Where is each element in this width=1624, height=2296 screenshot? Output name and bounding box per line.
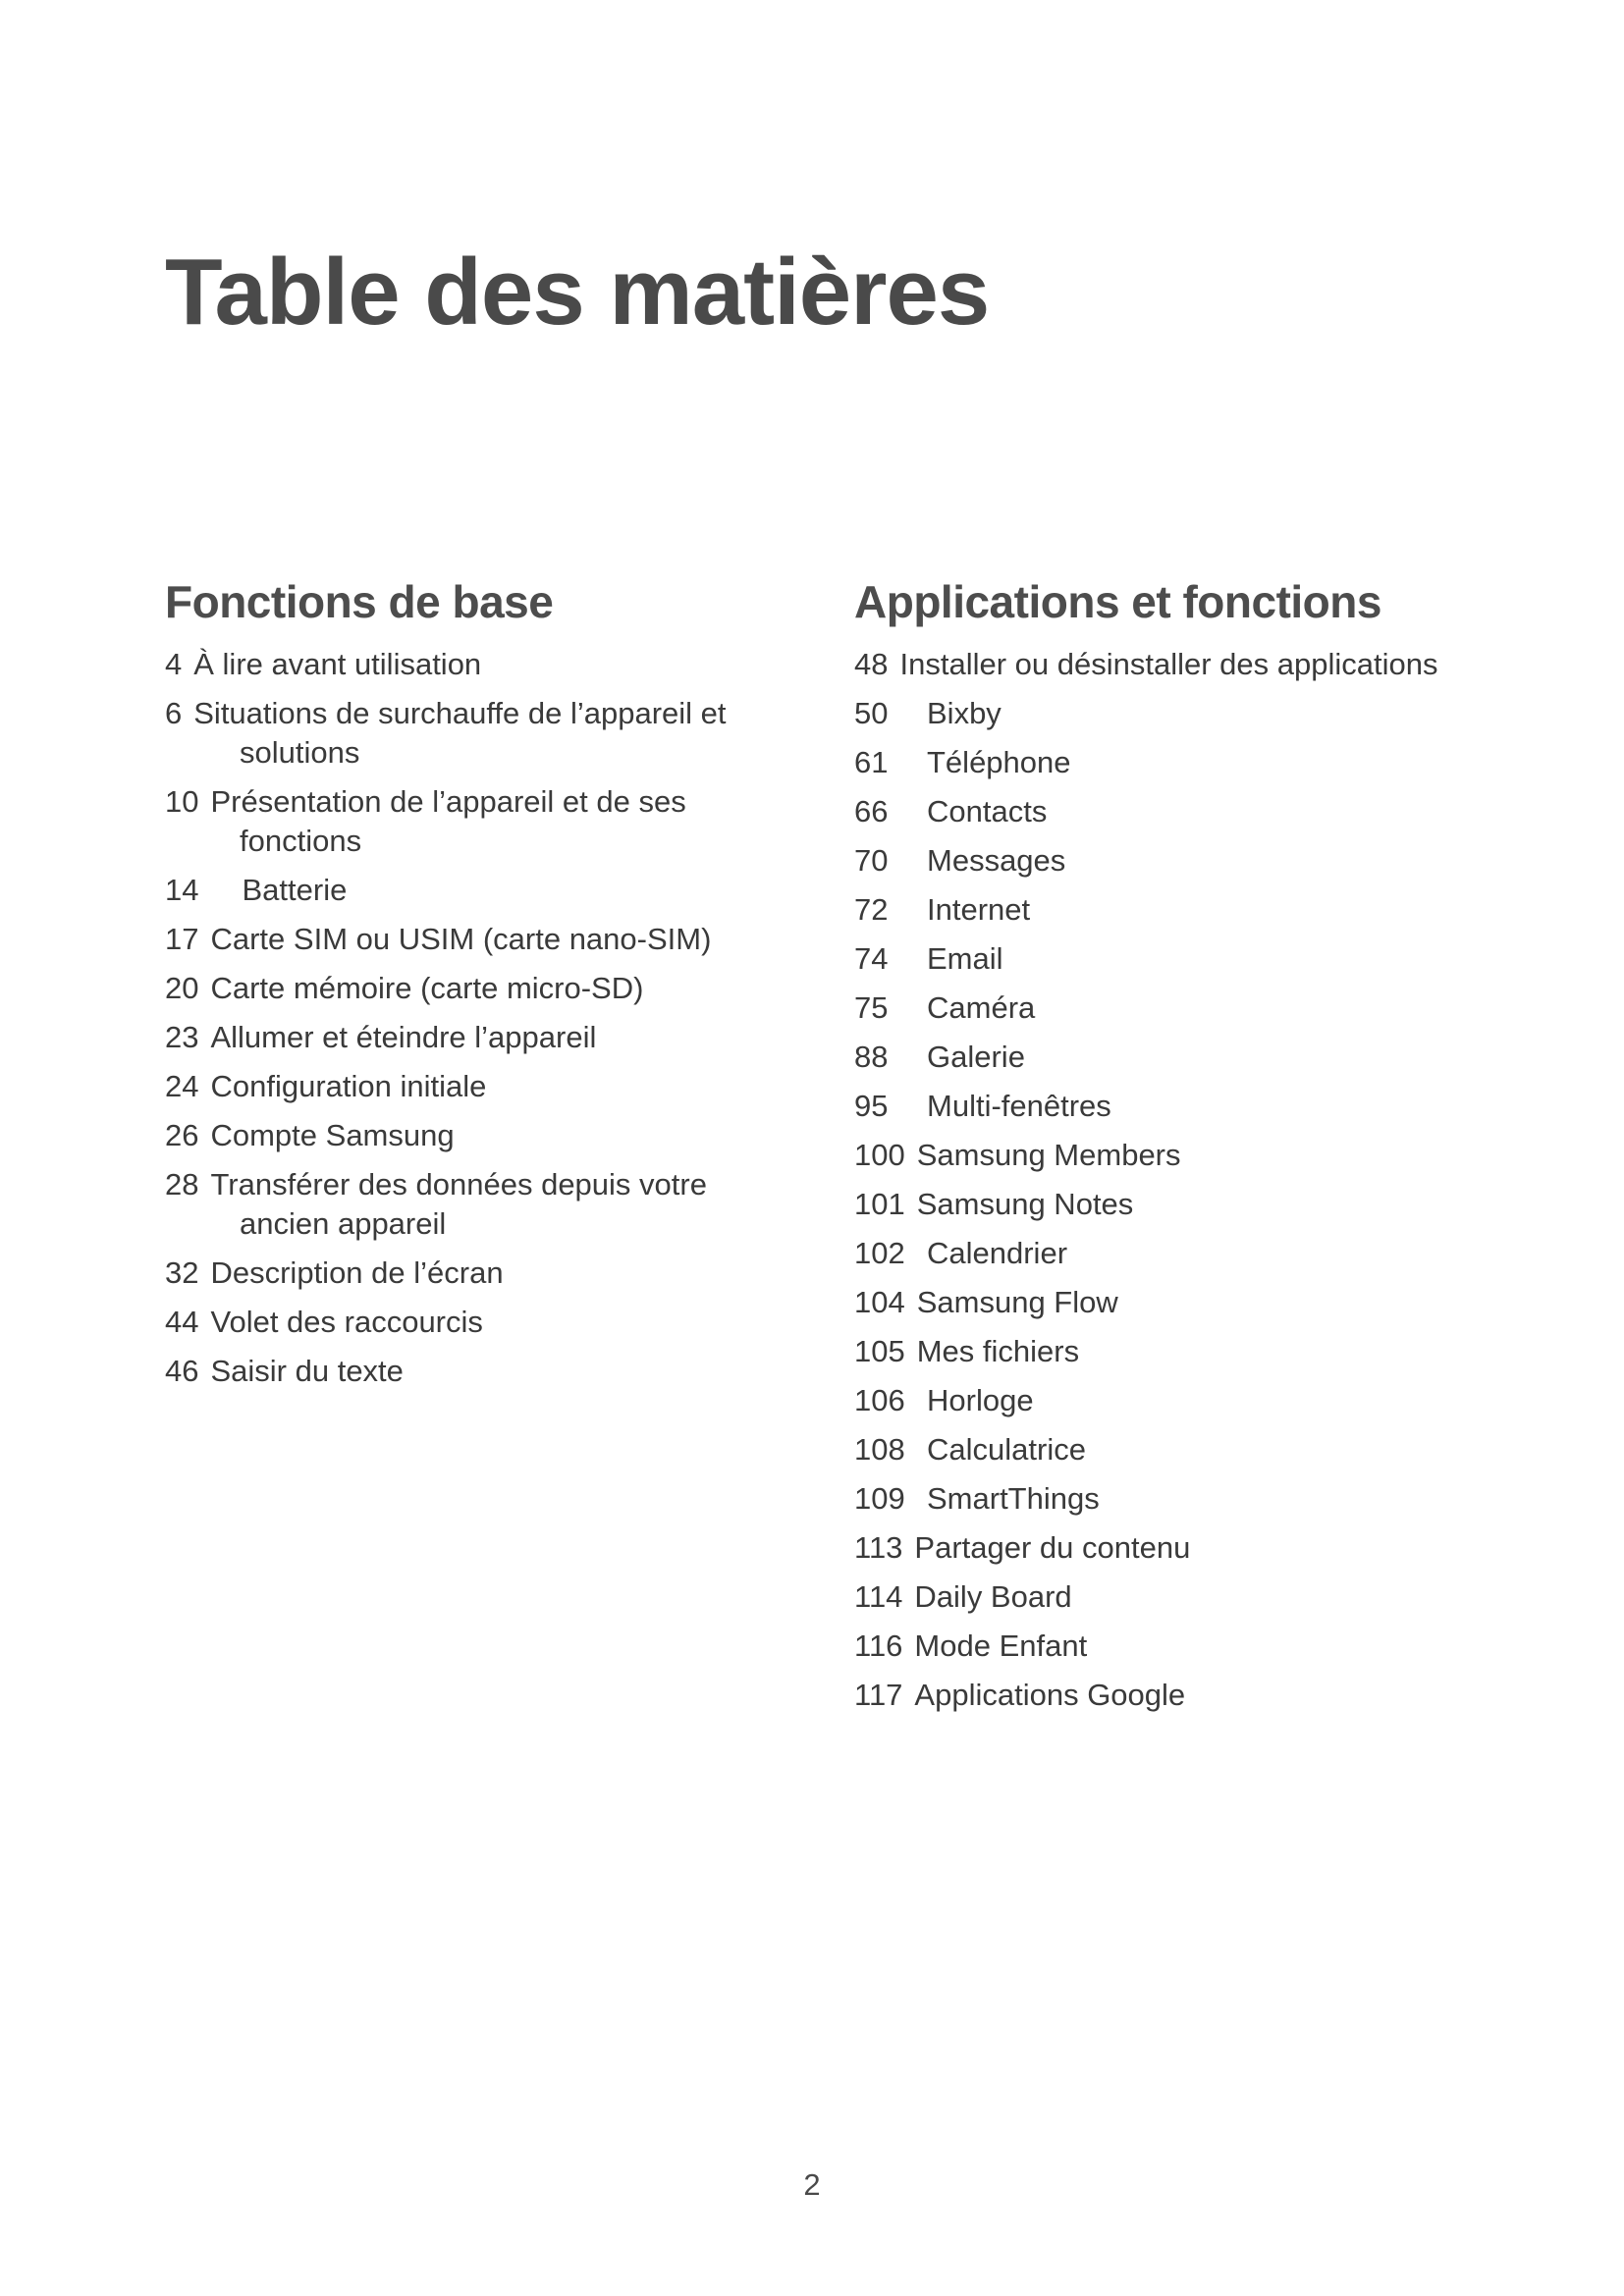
toc-page-number: 117 (854, 1677, 903, 1712)
toc-item[interactable] (854, 841, 1561, 881)
toc-item[interactable] (165, 1254, 754, 1293)
toc-item[interactable] (854, 792, 1561, 831)
toc-item[interactable] (165, 1352, 754, 1391)
toc-page-number: 108 (854, 1431, 905, 1467)
toc-page-number: 28 (165, 1166, 199, 1201)
toc-item[interactable] (854, 1038, 1561, 1077)
toc-item[interactable] (165, 969, 754, 1008)
toc-page-number: 20 (165, 970, 199, 1005)
page-number: 2 (803, 2167, 821, 2202)
toc-entry-text: Volet des raccourcis (210, 1304, 483, 1339)
toc-page-number: 100 (854, 1137, 905, 1172)
toc-item[interactable] (165, 1165, 754, 1244)
toc-entry-text: Compte Samsung (210, 1117, 455, 1152)
toc-item[interactable] (854, 939, 1561, 979)
toc-page-number: 24 (165, 1068, 199, 1103)
toc-entry-text: Mes fichiers (916, 1333, 1080, 1368)
toc-entry-text: Messages (927, 842, 1066, 878)
section-heading-applications-et-fonctions: Applications et fonctions (854, 576, 1381, 627)
toc-page-number: 50 (854, 695, 889, 730)
toc-item[interactable] (165, 782, 754, 861)
toc-entry-text: Calendrier (927, 1235, 1068, 1270)
toc-page-number: 101 (854, 1186, 905, 1221)
toc-page-number: 88 (854, 1039, 889, 1074)
toc-item[interactable] (854, 988, 1561, 1028)
toc-entry-text: Applications Google (914, 1677, 1186, 1712)
toc-entry-text: Multi-fenêtres (927, 1088, 1111, 1123)
toc-entry-text: Transférer des données depuis votre ancien appareil (210, 1166, 707, 1241)
toc-page-number: 109 (854, 1480, 905, 1516)
toc-item[interactable] (854, 1283, 1561, 1322)
toc-page-number: 61 (854, 744, 889, 779)
toc-entry-text: Situations de surchauffe de l’appareil et solutions (193, 695, 727, 770)
toc-page-number: 10 (165, 783, 199, 819)
toc-entry-text: Carte mémoire (carte micro-SD) (210, 970, 644, 1005)
toc-item[interactable] (165, 920, 754, 959)
toc-item[interactable] (854, 743, 1561, 782)
toc-item[interactable] (165, 645, 754, 684)
toc-page-number: 6 (165, 695, 183, 730)
toc-item[interactable] (165, 1303, 754, 1342)
toc-page-number: 70 (854, 842, 889, 878)
toc-entry-text: Téléphone (927, 744, 1071, 779)
toc-entry-text: Caméra (927, 989, 1036, 1025)
toc-entry-text: SmartThings (927, 1480, 1100, 1516)
toc-page-number: 74 (854, 940, 889, 976)
toc-item[interactable] (854, 645, 1561, 684)
toc-item[interactable] (165, 1067, 754, 1106)
toc-entry-text: Samsung Flow (916, 1284, 1118, 1319)
toc-entry-text: Installer ou désinstaller des applications (899, 646, 1438, 681)
toc-entry-text: Mode Enfant (914, 1628, 1088, 1663)
toc-item[interactable] (165, 694, 754, 773)
toc-page-number: 44 (165, 1304, 199, 1339)
toc-item[interactable] (854, 1332, 1561, 1371)
toc-page-number: 105 (854, 1333, 905, 1368)
toc-page-number: 104 (854, 1284, 905, 1319)
toc-item[interactable] (165, 1018, 754, 1057)
toc-entry-text: Horloge (927, 1382, 1034, 1417)
toc-item[interactable] (854, 1479, 1561, 1519)
toc-entry-text: Présentation de l’appareil et de ses fonctions (210, 783, 686, 858)
toc-page-number: 113 (854, 1529, 903, 1565)
toc-entry-text: Calculatrice (927, 1431, 1086, 1467)
toc-entry-text: À lire avant utilisation (193, 646, 482, 681)
toc-entry-text: Internet (927, 891, 1031, 927)
page-title: Table des matières (165, 240, 990, 345)
toc-page-number: 114 (854, 1578, 903, 1614)
toc-page-number: 66 (854, 793, 889, 828)
toc-entry-text: Partager du contenu (914, 1529, 1191, 1565)
toc-item[interactable] (854, 1577, 1561, 1617)
toc-entry-text: Bixby (927, 695, 1001, 730)
toc-item[interactable] (854, 1087, 1561, 1126)
toc-list-applications-et-fonctions (854, 645, 1561, 1715)
toc-entry-text: Saisir du texte (210, 1353, 404, 1388)
toc-item[interactable] (854, 1627, 1561, 1666)
toc-entry-text: Contacts (927, 793, 1048, 828)
toc-entry-text: Description de l’écran (210, 1255, 504, 1290)
toc-entry-text: Galerie (927, 1039, 1025, 1074)
toc-page-number: 46 (165, 1353, 199, 1388)
toc-entry-text: Samsung Notes (916, 1186, 1134, 1221)
toc-page-number: 48 (854, 646, 889, 681)
toc-right-column (854, 577, 1561, 1725)
toc-item[interactable] (854, 1381, 1561, 1420)
toc-entry-text: Allumer et éteindre l’appareil (210, 1019, 597, 1054)
toc-entry-text: Samsung Members (916, 1137, 1181, 1172)
toc-item[interactable] (165, 871, 754, 910)
toc-entry-text: Email (927, 940, 1003, 976)
toc-list-fonctions-de-base (165, 645, 754, 1391)
toc-page-number: 4 (165, 646, 183, 681)
toc-item[interactable] (854, 1528, 1561, 1568)
toc-page-number: 14 (165, 872, 199, 907)
toc-page-number: 95 (854, 1088, 889, 1123)
toc-item[interactable] (854, 1234, 1561, 1273)
toc-page-number: 17 (165, 921, 199, 956)
toc-page-number: 116 (854, 1628, 903, 1663)
toc-page-number: 72 (854, 891, 889, 927)
toc-item[interactable] (854, 1676, 1561, 1715)
toc-item[interactable] (854, 1430, 1561, 1469)
toc-item[interactable] (854, 1185, 1561, 1224)
toc-page-number: 75 (854, 989, 889, 1025)
toc-page-number: 26 (165, 1117, 199, 1152)
toc-page-number: 106 (854, 1382, 905, 1417)
toc-item[interactable] (854, 890, 1561, 930)
toc-page-number: 23 (165, 1019, 199, 1054)
toc-entry-text: Carte SIM ou USIM (carte nano-SIM) (210, 921, 712, 956)
toc-entry-text: Daily Board (914, 1578, 1072, 1614)
toc-entry-text: Batterie (242, 872, 348, 907)
toc-item[interactable] (854, 694, 1561, 733)
section-heading-fonctions-de-base: Fonctions de base (165, 576, 554, 627)
toc-left-column (165, 577, 754, 1401)
toc-item[interactable] (854, 1136, 1561, 1175)
toc-item[interactable] (165, 1116, 754, 1155)
toc-page-number: 102 (854, 1235, 905, 1270)
toc-entry-text: Configuration initiale (210, 1068, 487, 1103)
toc-page-number: 32 (165, 1255, 199, 1290)
